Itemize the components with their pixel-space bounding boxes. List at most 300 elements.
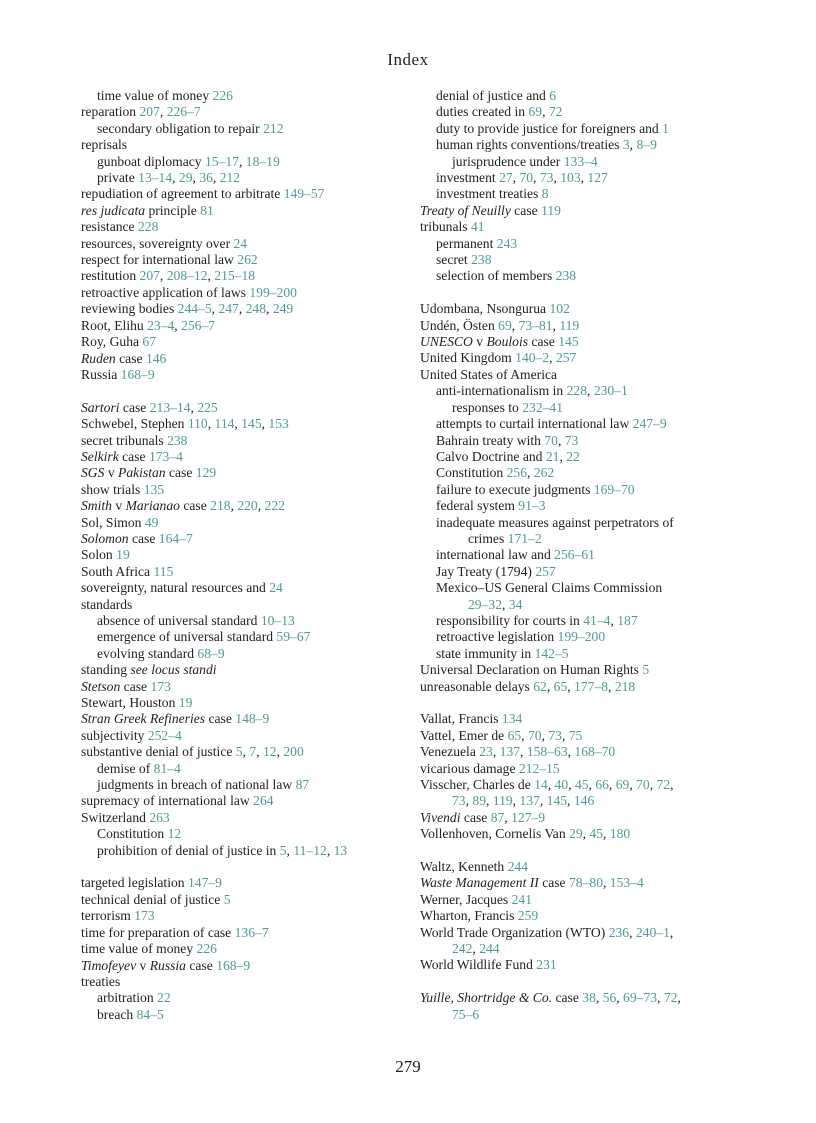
index-subentry xyxy=(420,597,760,613)
page-reference-link[interactable]: 145 xyxy=(546,793,568,809)
page-reference-link[interactable]: 244 xyxy=(507,859,528,875)
page-reference-link[interactable]: 66 xyxy=(595,777,609,793)
page-reference-link[interactable]: 69 xyxy=(528,104,543,120)
page-reference-link[interactable]: 72 xyxy=(656,777,671,793)
entry-text: v xyxy=(104,465,119,481)
index-subentry xyxy=(420,383,760,399)
index-entry xyxy=(420,662,760,678)
entry-text: res judicata xyxy=(81,202,146,218)
page-reference-link[interactable]: 241 xyxy=(511,891,532,907)
entry-text: , xyxy=(207,268,215,284)
entry-text: Universal Declaration on Human Rights xyxy=(420,662,643,678)
page-reference-link[interactable]: 19 xyxy=(116,547,130,563)
page-reference-link[interactable]: 212–15 xyxy=(518,760,560,776)
page-reference-link[interactable]: 257 xyxy=(535,563,556,579)
index-entry xyxy=(81,482,416,498)
page-reference-link[interactable]: 168–9 xyxy=(216,957,251,973)
page-reference-link[interactable]: 218 xyxy=(614,678,636,694)
index-subentry xyxy=(420,186,760,202)
page-reference-link[interactable]: 238 xyxy=(471,252,492,268)
page-reference-link[interactable]: 153–4 xyxy=(609,875,644,891)
entry-text: crimes xyxy=(468,530,508,546)
index-entry xyxy=(81,564,416,580)
index-entry xyxy=(420,892,760,908)
page-reference-link[interactable]: 248 xyxy=(245,301,267,317)
index-subentry xyxy=(81,843,416,859)
page-reference-link[interactable]: 40 xyxy=(554,777,569,793)
entry-text: World Trade Organization (WTO) xyxy=(420,924,609,940)
page-reference-link[interactable]: 45 xyxy=(574,777,589,793)
page-reference-link[interactable]: 49 xyxy=(144,514,159,530)
entry-text: Solomon xyxy=(81,530,129,546)
index-entry xyxy=(420,875,760,891)
index-entry xyxy=(81,744,416,760)
page-reference-link[interactable]: 137 xyxy=(519,793,540,809)
page-reference-link[interactable]: 171–2 xyxy=(507,530,542,546)
entry-text: federal system xyxy=(436,498,519,514)
page-reference-link[interactable]: 220 xyxy=(237,498,258,514)
page-reference-link[interactable]: 78–80 xyxy=(569,875,603,891)
page-reference-link[interactable]: 264 xyxy=(253,793,274,809)
page-reference-link[interactable]: 129 xyxy=(195,465,217,481)
page-reference-link[interactable]: 8–9 xyxy=(636,137,657,153)
page-reference-link[interactable]: 1 xyxy=(662,120,669,136)
page-reference-link[interactable]: 147–9 xyxy=(187,875,222,891)
page-reference-link[interactable]: 114 xyxy=(214,416,235,432)
entry-text: , xyxy=(520,744,527,760)
page-reference-link[interactable]: 89 xyxy=(472,793,486,809)
entry-text: , xyxy=(521,727,528,743)
index-subentry xyxy=(81,761,416,777)
page-reference-link[interactable]: 180 xyxy=(609,826,631,842)
entry-text: Waltz, Kenneth xyxy=(420,859,508,875)
entry-text: secret xyxy=(436,252,472,268)
page-reference-link[interactable]: 12 xyxy=(167,826,182,842)
entry-text: , xyxy=(266,301,273,317)
page-reference-link[interactable]: 153 xyxy=(268,416,289,432)
page-reference-link[interactable]: 222 xyxy=(264,498,285,514)
page-reference-link[interactable]: 62 xyxy=(533,678,547,694)
entry-text: emergence of universal standard xyxy=(97,629,277,645)
entry-text: human rights conventions/treaties xyxy=(436,137,623,153)
page-reference-link[interactable]: 18–19 xyxy=(245,153,280,169)
entry-text: Werner, Jacques xyxy=(420,891,512,907)
page-reference-link[interactable]: 75 xyxy=(568,727,583,743)
page-reference-link[interactable]: 65 xyxy=(507,727,522,743)
entry-text: Ruden xyxy=(81,350,116,366)
page-reference-link[interactable]: 87 xyxy=(490,809,505,825)
entry-text: Roy, Guha xyxy=(81,334,143,350)
entry-text: Constitution xyxy=(97,826,168,842)
page-reference-link[interactable]: 244–5 xyxy=(177,301,212,317)
index-entry xyxy=(81,892,416,908)
page-reference-link[interactable]: 8 xyxy=(541,186,549,202)
page-reference-link[interactable]: 244 xyxy=(479,941,500,957)
page-reference-link[interactable]: 27 xyxy=(499,170,513,186)
page-reference-link[interactable]: 6 xyxy=(549,88,557,103)
entry-text: Vollenhoven, Cornelis Van xyxy=(420,826,570,842)
entry-text: , xyxy=(677,990,681,1006)
entry-text: , xyxy=(511,317,519,333)
page-reference-link[interactable]: 11–12 xyxy=(293,842,327,858)
page-reference-link[interactable]: 22 xyxy=(157,990,171,1006)
page-reference-link[interactable]: 226–7 xyxy=(166,104,201,120)
page-reference-link[interactable]: 145 xyxy=(241,416,262,432)
page-reference-link[interactable]: 243 xyxy=(496,235,518,251)
page-reference-link[interactable]: 24 xyxy=(269,580,283,596)
page-reference-link[interactable]: 13–14 xyxy=(138,170,173,186)
page-reference-link[interactable]: 173 xyxy=(134,908,155,924)
page-reference-link[interactable]: 12 xyxy=(262,744,277,760)
page-reference-link[interactable]: 212 xyxy=(219,170,241,186)
page-reference-link[interactable]: 69–73 xyxy=(623,990,658,1006)
page-reference-link[interactable]: 231 xyxy=(536,957,557,973)
page-reference-link[interactable]: 256 xyxy=(506,465,528,481)
page-reference-link[interactable]: 70 xyxy=(544,432,558,448)
page-reference-link[interactable]: 59–67 xyxy=(276,629,311,645)
index-entry xyxy=(81,662,416,678)
page-reference-link[interactable]: 84–5 xyxy=(136,1006,164,1022)
page-reference-link[interactable]: 56 xyxy=(602,990,617,1006)
entry-text: , xyxy=(557,432,565,448)
page-reference-link[interactable]: 137 xyxy=(499,744,521,760)
entry-text: , xyxy=(649,777,657,793)
page-reference-link[interactable]: 87 xyxy=(295,777,310,793)
letter-group-gap xyxy=(420,843,760,859)
entry-text: Vattel, Emer de xyxy=(420,727,508,743)
entry-text: repudiation of agreement to arbitrate xyxy=(81,186,284,202)
entry-text: , xyxy=(276,744,284,760)
entry-text: , xyxy=(603,826,610,842)
index-entry xyxy=(420,744,760,760)
page-reference-link[interactable]: 158–63 xyxy=(526,744,568,760)
index-entry xyxy=(81,219,416,235)
page-reference-link[interactable]: 45 xyxy=(589,826,604,842)
page-reference-link[interactable]: 236 xyxy=(608,924,630,940)
page-reference-link[interactable]: 169–70 xyxy=(593,481,635,497)
page-reference-link[interactable]: 5 xyxy=(279,842,287,858)
page-reference-link[interactable]: 149–57 xyxy=(283,186,325,202)
page-reference-link[interactable]: 5 xyxy=(235,744,243,760)
page-reference-link[interactable]: 68–9 xyxy=(197,645,225,661)
index-entry xyxy=(81,498,416,514)
page-reference-link[interactable]: 119 xyxy=(559,317,580,333)
entry-text: , xyxy=(211,301,219,317)
page-reference-link[interactable]: 21 xyxy=(545,448,560,464)
page-reference-link[interactable]: 225 xyxy=(197,399,218,415)
page-reference-link[interactable]: 69 xyxy=(498,317,512,333)
page-reference-link[interactable]: 23 xyxy=(479,744,493,760)
index-entry xyxy=(81,941,416,957)
index-entry xyxy=(81,268,416,284)
page-reference-link[interactable]: 226 xyxy=(196,941,217,957)
entry-text: United States of America xyxy=(420,366,558,382)
page-reference-link[interactable]: 133–4 xyxy=(563,153,598,169)
entry-text: , xyxy=(230,498,238,514)
page-reference-link[interactable]: 67 xyxy=(142,334,157,350)
page-reference-link[interactable]: 72 xyxy=(663,990,678,1006)
page-reference-link[interactable]: 187 xyxy=(617,612,638,628)
index-entry xyxy=(420,957,760,973)
index-subentry xyxy=(420,170,760,186)
index-entry xyxy=(420,301,760,317)
entry-text: Treaty of Neuilly xyxy=(420,202,511,218)
entry-text: , xyxy=(629,924,636,940)
page-reference-link[interactable]: 110 xyxy=(187,416,208,432)
page-reference-link[interactable]: 164–7 xyxy=(158,530,193,546)
page-reference-link[interactable]: 29 xyxy=(178,170,193,186)
index-entry xyxy=(81,186,416,202)
page-reference-link[interactable]: 29 xyxy=(569,826,583,842)
page-reference-link[interactable]: 34 xyxy=(508,596,523,612)
page-reference-link[interactable]: 91–3 xyxy=(518,498,546,514)
page-reference-link[interactable]: 173 xyxy=(150,678,171,694)
page-reference-link[interactable]: 23–4 xyxy=(147,317,175,333)
entry-text: , xyxy=(587,383,594,399)
page-reference-link[interactable]: 134 xyxy=(501,711,523,727)
index-subentry xyxy=(420,433,760,449)
page-reference-link[interactable]: 228 xyxy=(138,219,159,235)
page-number: 279 xyxy=(395,1057,421,1076)
page-reference-link[interactable]: 207 xyxy=(139,104,160,120)
index-subentry xyxy=(420,137,760,153)
entry-text: anti-internationalism in xyxy=(436,383,567,399)
entry-text: international law and xyxy=(436,547,555,563)
index-subentry xyxy=(420,793,760,809)
page-reference-link[interactable]: 73 xyxy=(539,170,554,186)
page-reference-link[interactable]: 256–7 xyxy=(181,317,216,333)
index-entry xyxy=(420,990,760,1006)
entry-text: treaties xyxy=(81,973,121,989)
page-reference-link[interactable]: 199–200 xyxy=(249,284,297,300)
entry-text: Mexico–US General Claims Commission xyxy=(436,580,663,596)
page-reference-link[interactable]: 73–81 xyxy=(518,317,553,333)
index-entry xyxy=(81,351,416,367)
page-reference-link[interactable]: 102 xyxy=(549,301,570,317)
letter-group-gap xyxy=(81,383,416,399)
entry-text: , xyxy=(326,842,334,858)
page-reference-link[interactable]: 69 xyxy=(615,777,630,793)
entry-text: Russia xyxy=(81,366,121,382)
page-reference-link[interactable]: 238 xyxy=(555,268,577,284)
entry-text: , xyxy=(567,793,574,809)
page-reference-link[interactable]: 41–4 xyxy=(583,612,611,628)
page-reference-link[interactable]: 73 xyxy=(564,432,579,448)
index-entry xyxy=(81,875,416,891)
page-reference-link[interactable]: 3 xyxy=(622,137,630,153)
entry-text: , xyxy=(568,777,575,793)
entry-text: Smith xyxy=(81,498,112,514)
page-reference-link[interactable]: 252–4 xyxy=(147,727,182,743)
page-reference-link[interactable]: 29–32 xyxy=(468,596,502,612)
page-reference-link[interactable]: 24 xyxy=(233,235,248,251)
index-entry xyxy=(81,367,416,383)
letter-group-gap xyxy=(420,285,760,301)
index-entry xyxy=(420,810,760,826)
page-reference-link[interactable]: 127 xyxy=(587,170,608,186)
index-subentry xyxy=(81,629,416,645)
entry-text: , xyxy=(512,170,520,186)
entry-text: failure to execute judgments xyxy=(436,481,594,497)
entry-text: Calvo Doctrine and xyxy=(436,448,546,464)
page-reference-link[interactable]: 240–1 xyxy=(635,924,670,940)
page-reference-link[interactable]: 19 xyxy=(178,695,193,711)
page-reference-link[interactable]: 146 xyxy=(145,350,167,366)
page-reference-link[interactable]: 81–4 xyxy=(153,760,181,776)
index-subentry xyxy=(81,826,416,842)
entry-text: Stewart, Houston xyxy=(81,695,179,711)
page-reference-link[interactable]: 142–5 xyxy=(534,645,569,661)
page-reference-link[interactable]: 242 xyxy=(452,941,473,957)
page-reference-link[interactable]: 238 xyxy=(167,432,188,448)
entry-text: sovereignty, natural resources and xyxy=(81,580,270,596)
index-entry xyxy=(420,728,760,744)
index-entry xyxy=(420,761,760,777)
page-reference-link[interactable]: 72 xyxy=(548,104,563,120)
index-entry xyxy=(81,810,416,826)
index-entry xyxy=(81,285,416,301)
page-reference-link[interactable]: 70 xyxy=(527,727,542,743)
entry-text: , xyxy=(670,777,674,793)
page-reference-link[interactable]: 115 xyxy=(153,563,174,579)
page-reference-link[interactable]: 212 xyxy=(263,120,284,136)
index-subentry xyxy=(81,88,416,104)
index-entry xyxy=(81,416,416,432)
index-subentry xyxy=(420,268,760,284)
entry-text: prohibition of denial of justice in xyxy=(97,842,280,858)
page-reference-link[interactable]: 70 xyxy=(636,777,650,793)
entry-text: case xyxy=(205,711,236,727)
index-subentry xyxy=(420,531,760,547)
page-reference-link[interactable]: 230–1 xyxy=(593,383,628,399)
page-reference-link[interactable]: 81 xyxy=(200,202,214,218)
page-reference-link[interactable]: 145 xyxy=(558,334,579,350)
entry-text: , xyxy=(602,875,610,891)
page-reference-link[interactable]: 5 xyxy=(223,891,231,907)
page-reference-link[interactable]: 262 xyxy=(237,252,258,268)
page-reference-link[interactable]: 256–61 xyxy=(554,547,595,563)
page-reference-link[interactable]: 41 xyxy=(470,219,485,235)
page-reference-link[interactable]: 140–2 xyxy=(515,350,550,366)
page-reference-link[interactable]: 263 xyxy=(149,809,170,825)
page-reference-link[interactable]: 146 xyxy=(573,793,595,809)
page-reference-link[interactable]: 148–9 xyxy=(235,711,270,727)
index-entry xyxy=(81,679,416,695)
page-reference-link[interactable]: 36 xyxy=(199,170,213,186)
page-reference-link[interactable]: 73 xyxy=(452,793,466,809)
page-reference-link[interactable]: 119 xyxy=(541,202,561,218)
page-reference-link[interactable]: 177–8 xyxy=(574,678,609,694)
entry-text: Stetson xyxy=(81,678,121,694)
entry-text: responses to xyxy=(452,399,523,415)
page-reference-link[interactable]: 127–9 xyxy=(511,809,546,825)
entry-text: , xyxy=(212,170,220,186)
entry-text: Boulois xyxy=(486,334,529,350)
entry-text: case xyxy=(552,990,583,1006)
entry-text: absence of universal standard xyxy=(97,612,261,628)
entry-text: Udombana, Nsongurua xyxy=(420,301,550,317)
entry-text: Solon xyxy=(81,547,117,563)
index-entry xyxy=(81,515,416,531)
page-reference-link[interactable]: 213–14 xyxy=(149,399,191,415)
entry-text: denial of justice and xyxy=(436,88,550,103)
entry-text: case xyxy=(528,334,559,350)
entry-text: time value of money xyxy=(81,941,197,957)
entry-text: targeted legislation xyxy=(81,875,188,891)
page-reference-link[interactable]: 73 xyxy=(548,727,562,743)
page-reference-link[interactable]: 249 xyxy=(272,301,294,317)
page-reference-link[interactable]: 232–41 xyxy=(522,399,564,415)
page-reference-link[interactable]: 14 xyxy=(534,777,548,793)
page-reference-link[interactable]: 226 xyxy=(212,88,233,103)
page-reference-link[interactable]: 200 xyxy=(283,744,304,760)
entry-text: SGS xyxy=(81,465,105,481)
index-subentry xyxy=(420,416,760,432)
page-reference-link[interactable]: 5 xyxy=(642,662,650,678)
index-subentry xyxy=(420,449,760,465)
page-reference-link[interactable]: 215–18 xyxy=(214,268,256,284)
entry-text: case xyxy=(538,875,569,891)
entry-text: breach xyxy=(97,1006,137,1022)
page-reference-link[interactable]: 65 xyxy=(553,678,568,694)
page-reference-link[interactable]: 228 xyxy=(566,383,588,399)
entry-text: Root, Elihu xyxy=(81,317,148,333)
page-reference-link[interactable]: 10–13 xyxy=(260,612,295,628)
page-reference-link[interactable]: 70 xyxy=(519,170,534,186)
page-reference-link[interactable]: 22 xyxy=(566,448,580,464)
page-reference-link[interactable]: 259 xyxy=(517,908,539,924)
entry-text: show trials xyxy=(81,481,144,497)
page-reference-link[interactable]: 262 xyxy=(533,465,555,481)
entry-text: jurisprudence under xyxy=(452,153,564,169)
entry-text: Vivendi xyxy=(420,809,461,825)
page-reference-link[interactable]: 218 xyxy=(210,498,231,514)
entry-text: case xyxy=(115,350,146,366)
page-reference-link[interactable]: 168–70 xyxy=(574,744,616,760)
page-reference-link[interactable]: 199–200 xyxy=(557,629,606,645)
index-entry xyxy=(81,301,416,317)
page-reference-link[interactable]: 38 xyxy=(582,990,596,1006)
entry-text: case xyxy=(185,957,217,973)
letter-group-gap xyxy=(420,974,760,990)
page-reference-link[interactable]: 7 xyxy=(249,744,257,760)
entry-text: attempts to curtail international law xyxy=(436,416,633,432)
page-reference-link[interactable]: 15–17 xyxy=(204,153,239,169)
page-reference-link[interactable]: 13 xyxy=(333,842,348,858)
page-reference-link[interactable]: 168–9 xyxy=(120,366,155,382)
page-reference-link[interactable]: 119 xyxy=(492,793,513,809)
entry-text: Stran Greek Refineries xyxy=(81,711,206,727)
page-reference-link[interactable]: 247–9 xyxy=(632,416,667,432)
index-entry xyxy=(420,777,760,793)
index-subentry xyxy=(420,236,760,252)
page-reference-link[interactable]: 136–7 xyxy=(234,924,269,940)
entry-text: secret tribunals xyxy=(81,432,168,448)
page-reference-link[interactable]: 135 xyxy=(143,481,165,497)
page-reference-link[interactable]: 75–6 xyxy=(452,1006,480,1022)
page-reference-link[interactable]: 208–12 xyxy=(166,268,208,284)
entry-text: , xyxy=(512,793,520,809)
page-reference-link[interactable]: 103 xyxy=(560,170,581,186)
page-reference-link[interactable]: 173–4 xyxy=(148,448,183,464)
letter-group-gap xyxy=(420,695,760,711)
entry-text: duties created in xyxy=(436,104,529,120)
page-reference-link[interactable]: 257 xyxy=(555,350,577,366)
entry-text: , xyxy=(539,793,547,809)
entry-text: case xyxy=(165,465,196,481)
page-reference-link[interactable]: 247 xyxy=(218,301,239,317)
page-reference-link[interactable]: 207 xyxy=(139,268,160,284)
